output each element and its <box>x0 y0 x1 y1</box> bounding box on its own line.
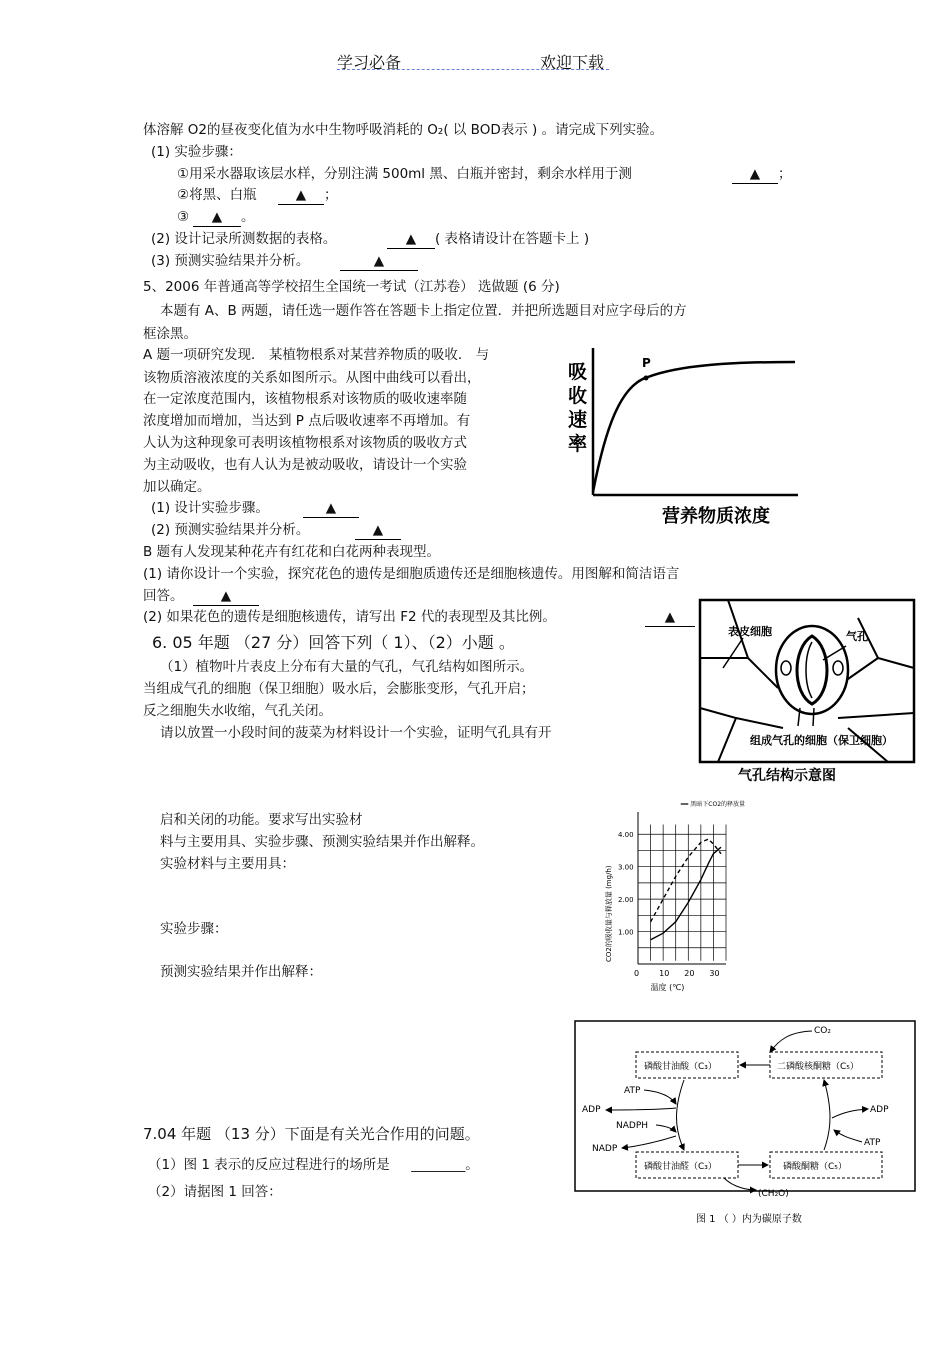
header-right: 欢迎下载 <box>540 53 605 72</box>
calvin-cycle-figure <box>574 1018 919 1230</box>
text-line: 本题有 A、B 两题，请任选一题作答在答题卡上指定位置．并把所选题目对应字母后的方 <box>160 303 687 319</box>
header-divider <box>337 69 609 70</box>
absorption-rate-figure <box>560 340 820 530</box>
svg-text:CO₂: CO₂ <box>814 1026 831 1036</box>
svg-text:ADP: ADP <box>870 1105 889 1115</box>
svg-text:ADP: ADP <box>582 1105 601 1115</box>
text-line: 料与主要用具、实验步骤、预测实验结果并作出解释。 <box>160 834 484 850</box>
y-tick-label: 4.00 <box>618 831 634 840</box>
stomata-caption: 气孔结构示意图 <box>738 768 836 784</box>
text-line: 预测实验结果并作出解释： <box>160 964 322 980</box>
x-tick-label: 30 <box>709 969 720 978</box>
svg-text:二磷酸核酮糖（C₅）: 二磷酸核酮糖（C₅） <box>777 1062 859 1072</box>
y-tick-label: 2.00 <box>618 896 634 905</box>
svg-text:NADPH: NADPH <box>616 1121 649 1131</box>
series-line-dashed <box>651 839 721 922</box>
text-line: (1) 请你设计一个实验，探究花色的遗传是细胞质遗传还是细胞核遗传。用图解和简洁语言 <box>143 566 680 582</box>
text-line: (2) 预测实验结果并分析。 <box>151 522 310 538</box>
answer-blank: ▲ <box>340 252 418 271</box>
point-p-marker <box>644 376 649 381</box>
text-line: (2) 如果花色的遗传是细胞核遗传，请写出 F2 代的表现型及其比例。 <box>143 609 556 625</box>
svg-text:NADP: NADP <box>592 1144 618 1154</box>
svg-text:(CH₂O): (CH₂O) <box>758 1189 789 1199</box>
y-tick-label: 1.00 <box>618 928 634 937</box>
calvin-caption: 图 1 （ ）内为碳原子数 <box>696 1214 802 1225</box>
svg-text:磷酸甘油酸（C₃）: 磷酸甘油酸（C₃） <box>644 1062 717 1072</box>
answer-blank: ▲ 。 <box>193 208 255 227</box>
text-line: 启和关闭的功能。要求写出实验材 <box>160 812 363 828</box>
text-line: 为主动吸收，也有人认为是被动吸收，请设计一个实验 <box>143 457 467 473</box>
absorb-xlabel: 营养物质浓度 <box>662 506 770 527</box>
answer-blank: ▲ ； <box>732 165 792 184</box>
text-line: 反之细胞失水收缩，气孔关闭。 <box>143 703 332 719</box>
x-tick-label: 0 <box>634 969 640 978</box>
text-line: 体溶解 O2的昼夜变化值为水中生物呼吸消耗的 O₂( 以 BOD表示 ) 。请完成下列实验。 <box>143 122 664 138</box>
co2-temperature-chart <box>598 796 746 996</box>
text-line: A 题一项研究发现． 某植物根系对某营养物质的吸收． 与 <box>143 347 490 363</box>
text-line: 加以确定。 <box>143 479 211 495</box>
question-title: 7.04 年题 （13 分）下面是有关光合作用的问题。 <box>143 1125 480 1143</box>
text-line: 请以放置一小段时间的菠菜为材料设计一个实验，证明气孔具有开 <box>160 725 552 741</box>
text-line: 实验材料与主要用具： <box>160 856 295 872</box>
text-line: 框涂黑。 <box>143 326 197 342</box>
question-title: 5、2006 年普通高等学校招生全国统一考试（江苏卷） 选做题 (6 分) <box>143 279 560 295</box>
text-line: ③ <box>177 209 190 225</box>
absorb-ylabel: 吸收速率 <box>568 361 588 455</box>
text-line: （1）植物叶片表皮上分布有大量的气孔，气孔结构如图所示。 <box>160 659 534 675</box>
y-axis-label: CO2的吸收量与释放量 (mg/h) <box>605 865 613 962</box>
x-axis-label: 温度 (℃) <box>650 983 685 992</box>
text-line: 人认为这种现象可表明该植物根系对该物质的吸收方式 <box>143 435 467 451</box>
text-line: 当组成气孔的细胞（保卫细胞）吸水后，会膨胀变形，气孔开启； <box>143 681 535 697</box>
answer-blank: ▲ <box>303 499 359 518</box>
svg-text:气孔: 气孔 <box>846 630 868 643</box>
point-p-label: P <box>642 356 651 370</box>
text-line: (1) 设计实验步骤。 <box>151 500 269 516</box>
answer-blank: ▲ <box>645 608 695 627</box>
text-line: 回答。 <box>143 588 184 604</box>
question-title: 6. 05 年题 （27 分）回答下列（ 1）、（2）小题 。 <box>152 633 515 652</box>
x-tick-label: 10 <box>659 969 670 978</box>
answer-blank: ▲ <box>193 587 259 606</box>
answer-blank: ▲ ( 表格请设计在答题卡上 ) <box>387 230 589 249</box>
stomata-figure <box>688 598 918 798</box>
text-line: ②将黑、白瓶 <box>177 187 257 203</box>
text-line: (1) 实验步骤： <box>151 144 242 160</box>
answer-blank: ▲ <box>355 521 401 540</box>
text-line: (2) 设计记录所测数据的表格。 <box>151 231 337 247</box>
text-line: B 题有人发现某种花卉有红花和白花两种表现型。 <box>143 544 441 560</box>
text-line: 该物质溶液浓度的关系如图所示。从图中曲线可以看出， <box>143 370 481 386</box>
text-line: 实验步骤： <box>160 921 228 937</box>
absorb-curve <box>593 362 795 492</box>
text-line: （2）请据图 1 回答： <box>148 1184 282 1200</box>
header-left: 学习必备 <box>337 53 402 72</box>
svg-text:组成气孔的细胞（保卫细胞）: 组成气孔的细胞（保卫细胞） <box>750 734 893 747</box>
text-line: 浓度增加而增加，当达到 P 点后吸收速率不再增加。有 <box>143 413 471 429</box>
text-line: (3) 预测实验结果并分析。 <box>151 253 310 269</box>
legend-label: 黑暗下CO2的释放量 <box>690 801 746 808</box>
text-line: 在一定浓度范围内，该植物根系对该物质的吸收速率随 <box>143 391 467 407</box>
text-line: （1）图 1 表示的反应过程进行的场所是 ________。 <box>148 1157 479 1173</box>
answer-blank: ▲ ； <box>278 186 338 205</box>
y-tick-label: 3.00 <box>618 863 634 872</box>
svg-text:磷酸酮糖（C₅）: 磷酸酮糖（C₅） <box>783 1162 847 1172</box>
svg-text:磷酸甘油醛（C₃）: 磷酸甘油醛（C₃） <box>644 1162 717 1172</box>
text-line: ①用采水器取该层水样，分别注满 500ml 黑、白瓶并密封，剩余水样用于测 <box>177 166 632 182</box>
svg-text:表皮细胞: 表皮细胞 <box>728 625 772 638</box>
svg-text:ATP: ATP <box>624 1086 641 1096</box>
svg-text:ATP: ATP <box>864 1138 881 1148</box>
x-tick-label: 20 <box>684 969 695 978</box>
